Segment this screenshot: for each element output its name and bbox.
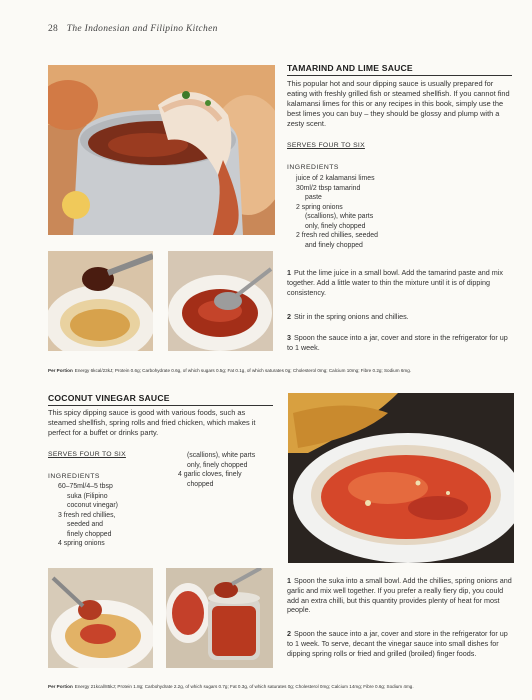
coconut-title-rule [48,405,273,406]
coconut-sauce-photo [288,393,514,563]
tamarind-sauce-photo [48,65,275,235]
ingredient: (scallions), white parts [305,213,374,221]
step-text: Spoon the sauce into a jar, cover and store in the refrigerator for up to 1 week. To serve, decant the vinegar sauce into small dishes for dipping spring rolls or fried and grilled (broiled) finger foods. [287,629,508,658]
nutrition-text: Energy 6kcal/23kJ; Protein 0.6g; Carbohydrate 0.6g, of which sugars 0.5g; Fat 0.1g, of which saturates 0g; Cholesterol 0mg; Calcium 10mg; Fibre 0.2g; Sodium 6mg. [74,368,412,373]
tamarind-step-3 [287,333,513,353]
step-text: Put the lime juice in a small bowl. Add the tamarind paste and mix together. Add a little water to thin the mixture until it is of dipping consistency. [287,268,503,297]
page-number: 28 [48,24,59,34]
coconut-step-2 [287,629,513,658]
ingredient: 3 fresh red chillies, [58,511,116,519]
tamarind-ingredients-heading: INGREDIENTS [287,164,339,171]
step-text: Spoon the suka into a small bowl. Add the chillies, spring onions and garlic and mix well together. If you prefer a really fiery dip, you could add an extra chilli, but this quantity provides plenty of heat for most people. [287,576,512,615]
ingredient: finely chopped [67,530,112,538]
book-title: The Indonesian and Filipino Kitchen [66,24,218,34]
ingredient: chopped [187,480,214,488]
ingredient: 60–75ml/4–5 tbsp [58,483,113,490]
ingredient: 4 garlic cloves, finely [178,471,242,479]
ingredient: paste [305,194,322,202]
step-number: 1 [287,576,291,585]
coconut-ingredients-col1 [58,482,168,549]
step-text: Stir in the spring onions and chillies. [294,312,409,321]
coconut-nutrition [48,684,414,689]
ingredient: only, finely chopped [305,222,366,230]
tamarind-title: TAMARIND AND LIME SAUCE [287,63,413,73]
nutrition-label: Per Portion [48,368,73,373]
coconut-ingredients-heading: INGREDIENTS [48,473,100,480]
step-number: 2 [287,629,291,638]
tamarind-step-2 [287,312,513,322]
ingredient: 2 fresh red chillies, seeded [296,232,378,240]
tamarind-ingredients-list [296,174,446,250]
tamarind-title-rule [287,75,512,76]
ingredient: juice of 2 kalamansi limes [296,175,375,182]
coconut-ingredients-col2 [178,451,278,489]
coconut-step-photo-2 [166,568,273,668]
tamarind-step-photo-2 [168,251,273,351]
coconut-title: COCONUT VINEGAR SAUCE [48,393,170,403]
ingredient: suka (Filipino [67,492,108,500]
nutrition-text: Energy 21kcal/85kJ; Protein 1.8g; Carbohydrate 2.2g, of which sugars 0.7g; Fat 0.3g, of which saturates 0g; Cholesterol 0mg; Calcium 14mg; Fibre 0.6g; Sodium 4mg. [74,684,414,689]
step-number: 1 [287,268,291,277]
coconut-step-photo-1 [48,568,153,668]
ingredient: 30ml/2 tbsp tamarind [296,184,361,192]
ingredient: and finely chopped [305,241,363,249]
tamarind-step-1 [287,268,513,297]
ingredient: 2 spring onions [296,203,343,211]
ingredient: (scallions), white parts [187,452,256,459]
tamarind-serves: SERVES FOUR TO SIX [287,142,365,149]
tamarind-intro: This popular hot and sour dipping sauce is usually prepared for eating with freshly grilled fish or steamed shellfish. If you cannot find kalamansi limes for this or any recipes in this book, simply use the best limes you can buy – they should be glossy and plump with a zesty scent. [287,79,510,129]
step-number: 3 [287,333,291,342]
ingredient: 4 spring onions [58,540,105,548]
ingredient: coconut vinegar) [67,502,118,510]
nutrition-label: Per Portion [48,684,73,689]
ingredient: seeded and [67,521,104,529]
coconut-step-1 [287,576,513,615]
running-header [48,24,218,34]
step-text: Spoon the sauce into a jar, cover and store in the refrigerator for up to 1 week. [287,333,508,352]
ingredient: only, finely chopped [187,461,248,469]
step-number: 2 [287,312,291,321]
tamarind-nutrition [48,368,411,373]
coconut-intro: This spicy dipping sauce is good with various foods, such as steamed shellfish, spring rolls and fried chicken, which makes it perfect for a buffet or drinks party. [48,408,256,438]
coconut-serves: SERVES FOUR TO SIX [48,451,126,458]
tamarind-step-photo-1 [48,251,153,351]
